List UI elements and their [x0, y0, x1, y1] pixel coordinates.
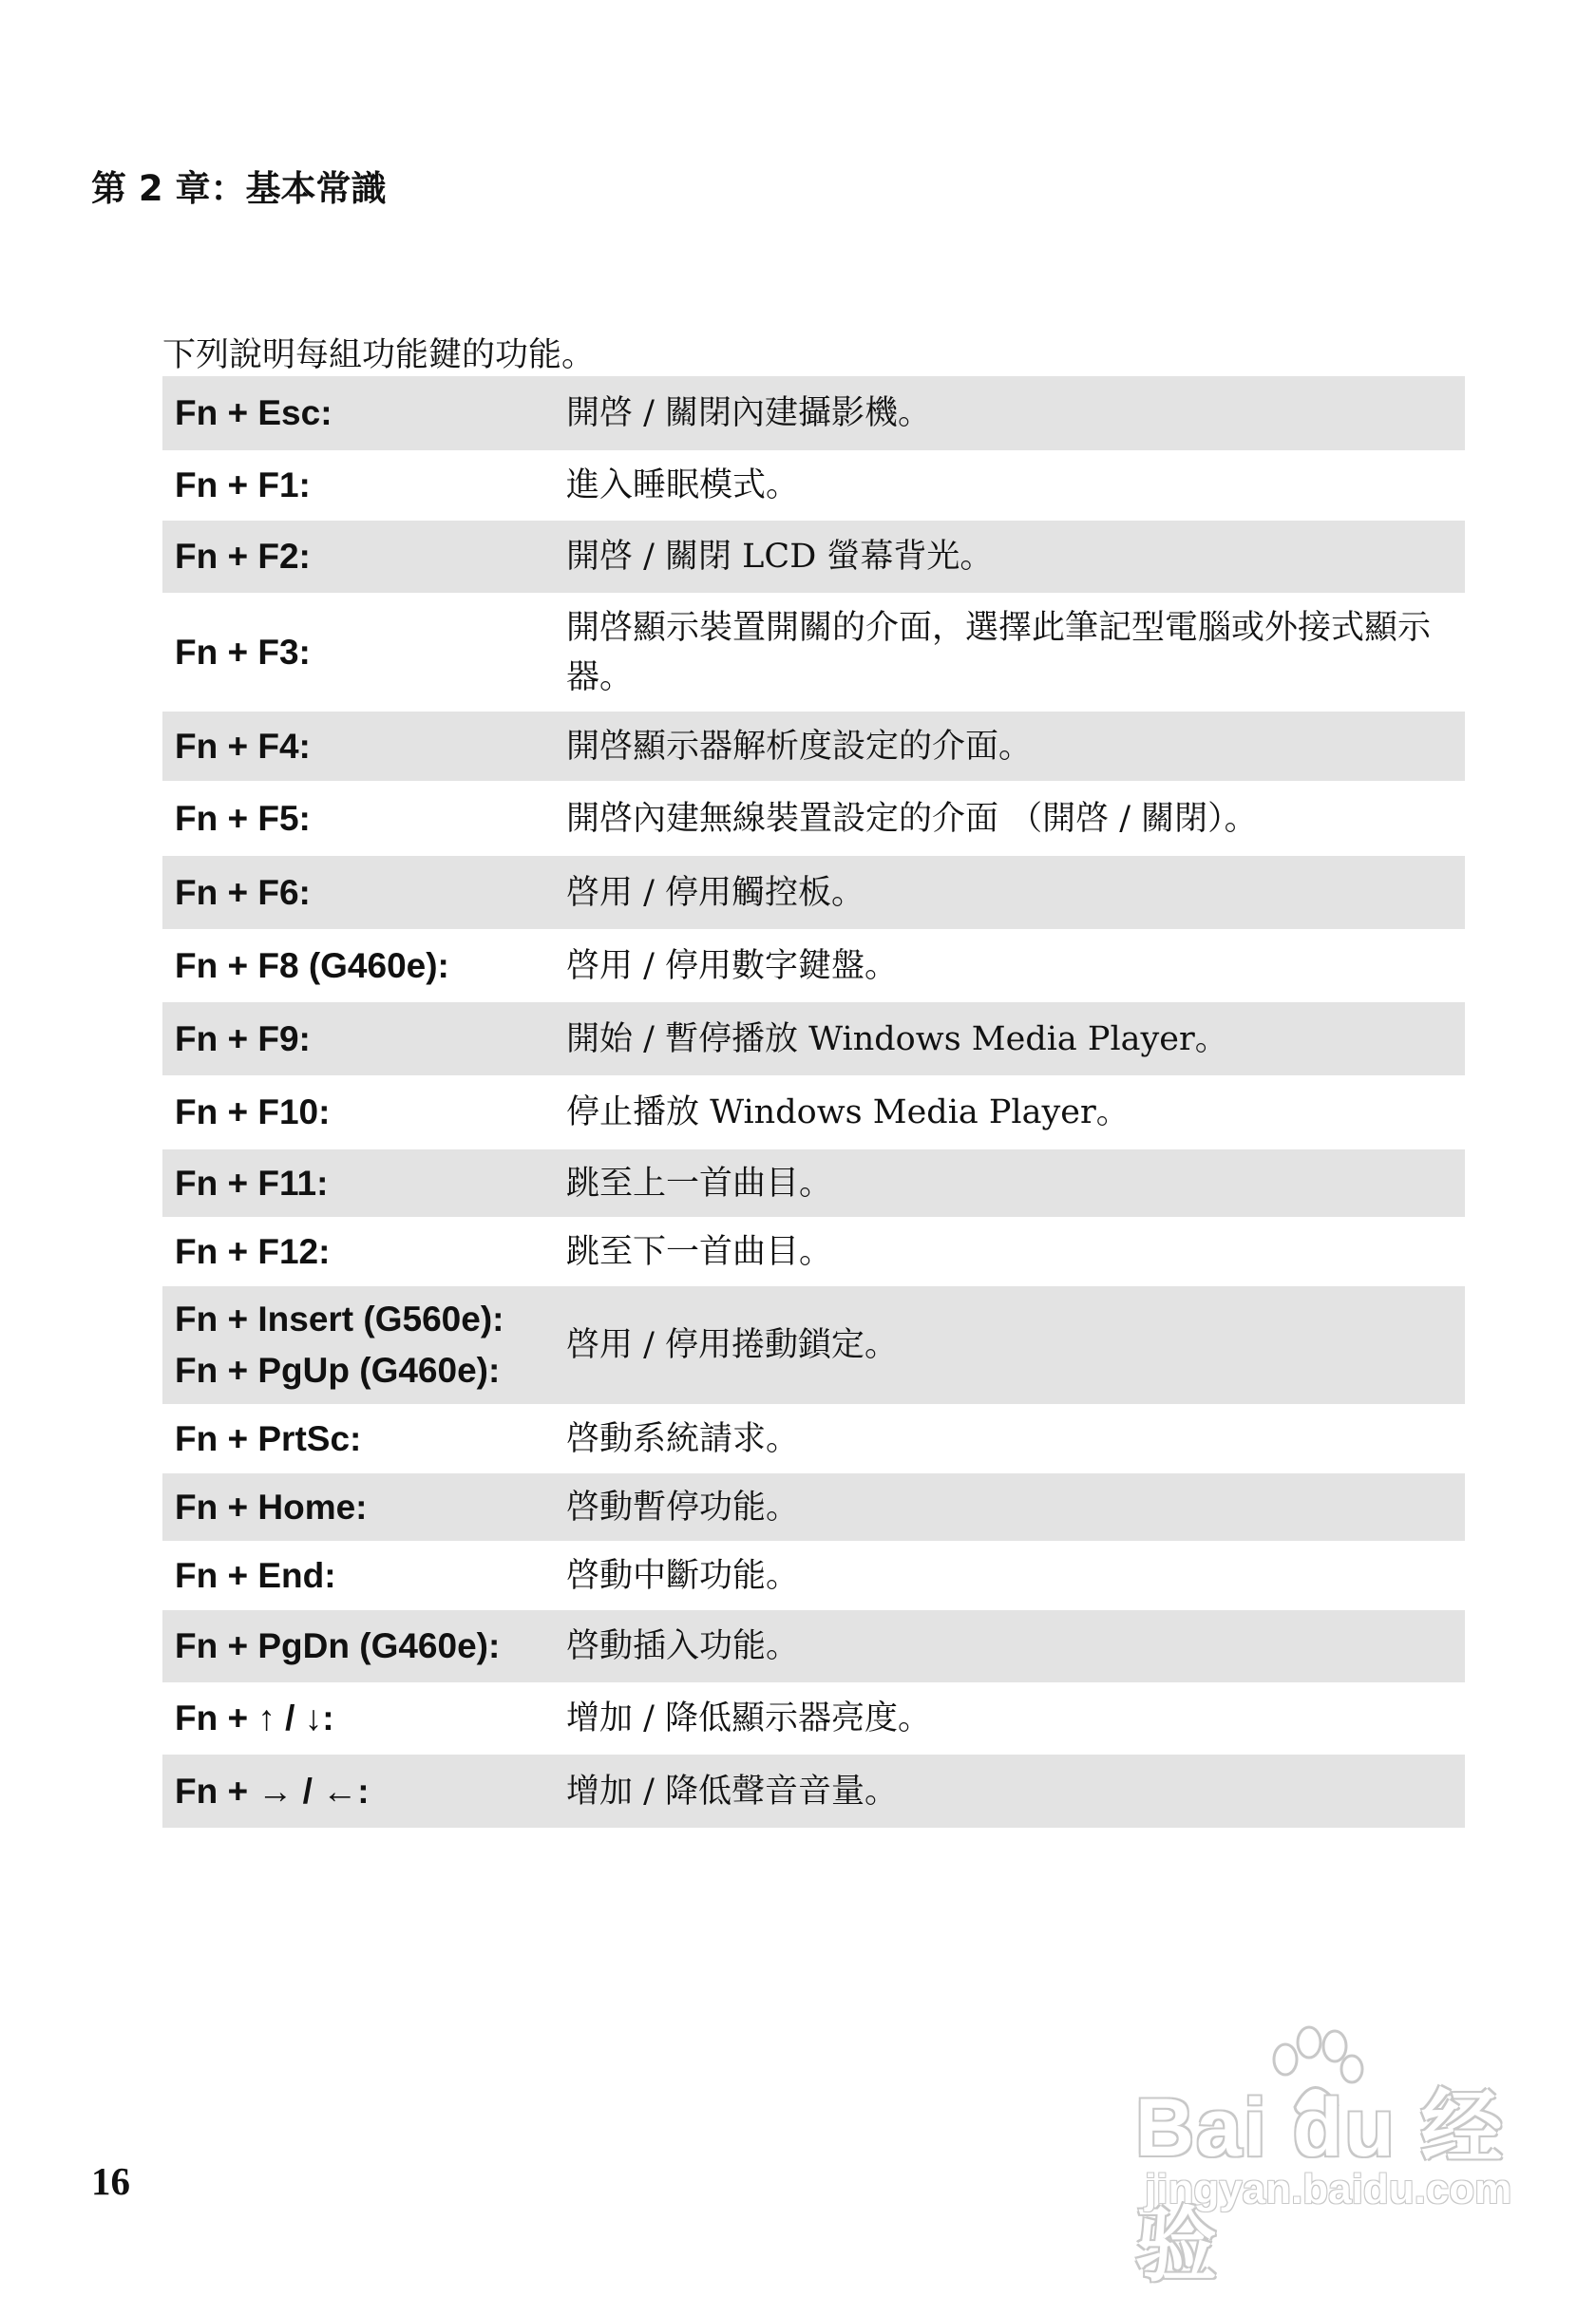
table-row: [162, 1002, 1465, 1075]
shortcut-description: 啓動系統請求。: [566, 1419, 800, 1458]
shortcut-key: Fn + → / ←:: [175, 1771, 370, 1811]
shortcut-key: Fn + F10:: [175, 1092, 331, 1131]
shortcut-description: 啓用 / 停用觸控板。: [566, 873, 865, 912]
shortcut-key: Fn + F4:: [175, 726, 311, 766]
baidu-watermark: [1135, 2033, 1544, 2291]
table-row: [162, 1473, 1465, 1541]
shortcut-key: Fn + PrtSc:: [175, 1418, 362, 1458]
watermark-url: jingyan.baidu.com: [1145, 2166, 1512, 2212]
shortcut-description: 開啓顯示器解析度設定的介面。: [566, 727, 1033, 766]
table-row: [162, 1286, 1465, 1404]
table-row: [162, 1404, 1465, 1473]
watermark-logo: Bai du 经验: [1135, 2082, 1505, 2291]
table-row: [162, 376, 1465, 450]
shortcut-description: 開啓內建無線裝置設定的介面 （開啓 / 關閉）。: [566, 799, 1258, 838]
function-key-table: [162, 376, 1465, 1828]
shortcut-key: Fn + F2:: [175, 537, 311, 576]
shortcut-description: 啓用 / 停用捲動鎖定。: [566, 1326, 899, 1364]
shortcut-key: Fn + Esc:: [175, 393, 332, 432]
table-row: [162, 712, 1465, 781]
shortcut-key: Fn + ↑ / ↓:: [175, 1699, 334, 1737]
shortcut-description: 開啓 / 關閉內建攝影機。: [566, 394, 932, 432]
shortcut-key: Fn + F3:: [175, 632, 311, 672]
table-row: [162, 929, 1465, 1002]
table-row: [162, 593, 1465, 712]
chapter-title: 第 2 章：基本常識: [91, 168, 387, 209]
table-row: [162, 1541, 1465, 1610]
shortcut-description: 啓動插入功能。: [566, 1627, 800, 1665]
shortcut-description: 增加 / 降低聲音音量。: [566, 1772, 899, 1811]
shortcut-description: 啓動暫停功能。: [566, 1488, 800, 1527]
shortcut-key: Fn + F12:: [175, 1231, 331, 1271]
shortcut-key: Fn + Insert (G560e): Fn + PgUp (G460e):: [175, 1300, 504, 1390]
table-row: [162, 1075, 1465, 1149]
table-row: [162, 1755, 1465, 1828]
table-row: [162, 1149, 1465, 1217]
shortcut-description: 進入睡眠模式。: [566, 466, 800, 504]
shortcut-key: Fn + F11:: [175, 1163, 329, 1203]
table-row: [162, 1682, 1465, 1755]
shortcut-key: Fn + F8 (G460e):: [175, 945, 449, 985]
shortcut-description: 跳至上一首曲目。: [566, 1164, 833, 1203]
shortcut-description: 開始 / 暫停播放 Windows Media Player。: [566, 1019, 1228, 1058]
page-number: 16: [91, 2159, 130, 2203]
table-row: [162, 450, 1465, 521]
shortcut-description: 停止播放 Windows Media Player。: [566, 1093, 1130, 1131]
shortcut-key: Fn + F1:: [175, 465, 311, 504]
shortcut-description: 開啓 / 關閉 LCD 螢幕背光。: [566, 538, 994, 576]
table-row: [162, 1217, 1465, 1286]
shortcut-key: Fn + F6:: [175, 872, 311, 912]
shortcut-key: Fn + Home:: [175, 1487, 368, 1527]
table-row: [162, 856, 1465, 929]
shortcut-description: 增加 / 降低顯示器亮度。: [566, 1699, 932, 1737]
table-row: [162, 521, 1465, 593]
intro-text: 下列說明每組功能鍵的功能。: [162, 336, 596, 374]
shortcut-key: Fn + PgDn (G460e):: [175, 1626, 501, 1665]
shortcut-description: 啓動中斷功能。: [566, 1556, 800, 1595]
shortcut-key: Fn + F5:: [175, 798, 311, 838]
table-row: [162, 1610, 1465, 1682]
shortcut-description: 啓用 / 停用數字鍵盤。: [566, 946, 899, 985]
table-row: [162, 781, 1465, 856]
shortcut-key: Fn + End:: [175, 1555, 336, 1595]
shortcut-key: Fn + F9:: [175, 1018, 311, 1058]
shortcut-description: 開啓顯示裝置開關的介面，選擇此筆記型電腦或外接式顯示器。: [566, 608, 1432, 696]
shortcut-description: 跳至下一首曲目。: [566, 1232, 833, 1271]
